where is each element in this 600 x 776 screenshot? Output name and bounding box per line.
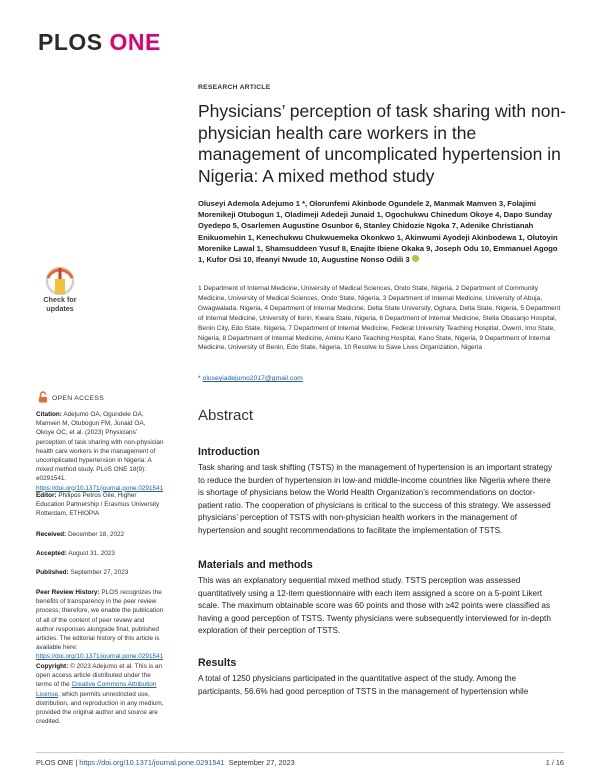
peer-review-history bbox=[36, 588, 164, 662]
received-label: Received: bbox=[36, 531, 67, 538]
open-lock-icon bbox=[38, 391, 48, 403]
copyright-text-2: , which permits unrestricted use, distribution, and reproduction in any medium, provided the original author and source are credited. bbox=[36, 690, 164, 726]
article-title: Physicians’ perception of task sharing with non-physician health care workers in the management of uncomplicated hypertension in Nigeria: A mixed method study bbox=[198, 101, 567, 186]
received-text: December 18, 2022 bbox=[66, 531, 125, 538]
editor bbox=[36, 491, 164, 519]
abstract-heading: Abstract bbox=[198, 407, 254, 424]
results-text: A total of 1250 physicians participated in the quantitative aspect of the study. Among the participants, 56.6% had good perception of TSTS in the management of hypertension while bbox=[198, 674, 529, 696]
page-footer bbox=[36, 758, 295, 767]
introduction-text: Task sharing and task shifting (TSTS) in the management of hypertension is an important strategy to reduce the burden of hypertension in low-and middle-income countries like Nigeria where there is shortage of physicians below the World Health Organization’s recommendations on doctor-patient ratio. The cooperation of physicians is critical to the success of this strategy. We assessed physicians’ perception of TSTS with non-physician health workers in the management of hypertension and sought recommendations to facilitate the implementation of TSTS. bbox=[198, 463, 553, 535]
accepted-text: August 31, 2023 bbox=[66, 550, 115, 557]
correspondence bbox=[198, 375, 303, 382]
methods-text: This was an explanatory sequential mixed method study. TSTS perception was assessed quantitatively using a 12-item questionnaire with each item assigned a score on a 5-point Likert scale. The maximum obtainable score was 60 points and those with ≥42 points were classified as having a good perception of TSTS. Twenty physicians were subsequently interviewed for in-depth exploration of their perception of TSTS. bbox=[198, 576, 551, 636]
logo-plos: PLOS bbox=[38, 29, 103, 55]
page-number: 1 / 16 bbox=[545, 758, 564, 767]
citation-doi-link[interactable]: https://doi.org/10.1371/journal.pone.0291541 bbox=[36, 484, 164, 492]
orcid-icon[interactable] bbox=[412, 255, 419, 262]
journal-logo bbox=[38, 29, 161, 56]
check-updates-icon bbox=[38, 266, 82, 296]
footer-journal: PLOS ONE bbox=[36, 758, 74, 767]
peer-review-label: Peer Review History: bbox=[36, 589, 100, 596]
footer-date: September 27, 2023 bbox=[228, 758, 295, 767]
open-access bbox=[38, 391, 104, 403]
affiliations: 1 Department of Internal Medicine, University of Medical Sciences, Ondo State, Nigeria, 2 Department of Community Medicine, University of Medical Sciences, Ondo State, Nigeria, 3 Department of Internal Medicine, University of Abuja, Gwagwalada, Nigeria, 4 Department of Internal Medicine, Delta State University, Oghara, Delta State, Nigeria, 5 Department of Internal Medicine, University of Ilorin, Kwara State, Nigeria, 6 Department of Internal Medicine, Stella Obasanjo Hospital, Benin City, Edo State, Nigeria, 7 Department of Internal Medicine, Federal University Teaching Hospital, Owerri, Imo State, Nigeria, 8 Department of Internal Medicine, Aminu Kano Teaching Hospital, Kano State, Nigeria, 9 Department of Internal Medicine, University of Benin, Edo State, Nigeria, 10 Resolve to Save Lives Organization, Nigeria bbox=[198, 285, 561, 352]
author-list bbox=[198, 198, 560, 265]
open-access-label: OPEN ACCESS bbox=[52, 395, 105, 402]
peer-review-text: PLOS recognizes the benefits of transparency in the peer review process; therefore, we enable the publication of all of the content of peer review and author responses alongside final, published articles. The editorial history of this article is available here: bbox=[36, 589, 164, 652]
footer-separator: | bbox=[73, 758, 80, 767]
correspondence-email[interactable]: oluseyiadejumo2017@gmail.com bbox=[202, 375, 303, 382]
published-date bbox=[36, 568, 164, 577]
results-heading: Results bbox=[198, 657, 237, 669]
check-updates-line2: updates bbox=[46, 303, 74, 313]
logo-one: ONE bbox=[109, 29, 161, 55]
accepted-label: Accepted: bbox=[36, 550, 67, 557]
footer-doi-link[interactable]: https://doi.org/10.1371/journal.pone.0291541 bbox=[79, 758, 225, 767]
editor-text: Philipos Petros Gile, Higher Education Partnership / Erasmus University Rotterdam, ETHIOPIA bbox=[36, 492, 160, 518]
received-date bbox=[36, 530, 164, 539]
published-text: September 27, 2023 bbox=[68, 569, 129, 576]
editor-label: Editor: bbox=[36, 492, 57, 499]
copyright-label: Copyright: bbox=[36, 663, 69, 670]
peer-review-link[interactable]: https://doi.org/10.1371/journal.pone.0291541 bbox=[36, 653, 164, 661]
author-names: Oluseyi Ademola Adejumo 1 *, Olorunfemi Akinbode Ogundele 2, Manmak Mamven 3, Folajimi Morenikeji Otubogun 1, Oladimeji Adedeji Junaid 1, Ogochukwu Chinedum Okoye 4, Dapo Sunday Oyedepo 5, Osarlemen Augustine Osunbor 6, Stanley Chidozie Ngoka 7, Adenike Christianah Enikuomehin 1, Kenechukwu Chukwuemeka Okonkwo 1, Akinwumi Ayodeji Akinbodewa 1, Olutoyin Morenike Lawal 1, Shamsuddeen Yusuf 8, Enajite Ibiene Okaka 9, Joseph Odu 10, Emmanuel Agogo 1, Kufor Osi 10, Ifeanyi Nwude 10, Augustine Nonso Odili 3 bbox=[198, 199, 558, 265]
copyright bbox=[36, 662, 164, 726]
footer-divider bbox=[36, 752, 564, 753]
check-for-updates-badge[interactable] bbox=[38, 266, 82, 318]
citation bbox=[36, 410, 164, 493]
methods-heading: Materials and methods bbox=[198, 559, 313, 571]
published-label: Published: bbox=[36, 569, 69, 576]
license-link[interactable]: Creative Commons Attribution License bbox=[36, 681, 157, 698]
citation-text: Adejumo OA, Ogundele OA, Mamven M, Otubogun FM, Junaid OA, Okoye OC, et al. (2023) Physicians’ perception of task sharing with non-physician health care workers in the management of uncomplicated hypertension in Nigeria: A mixed method study. PLoS ONE 18(9): e0291541. bbox=[36, 411, 164, 483]
correspondence-mark: * bbox=[198, 375, 203, 382]
check-updates-line1: Check for bbox=[43, 295, 77, 304]
citation-label: Citation: bbox=[36, 411, 62, 418]
introduction-heading: Introduction bbox=[198, 446, 260, 458]
copyright-text: © 2023 Adejumo et al. This is an open access article distributed under the terms of the bbox=[36, 663, 163, 689]
accepted-date bbox=[36, 549, 164, 558]
article-type: RESEARCH ARTICLE bbox=[198, 84, 271, 91]
